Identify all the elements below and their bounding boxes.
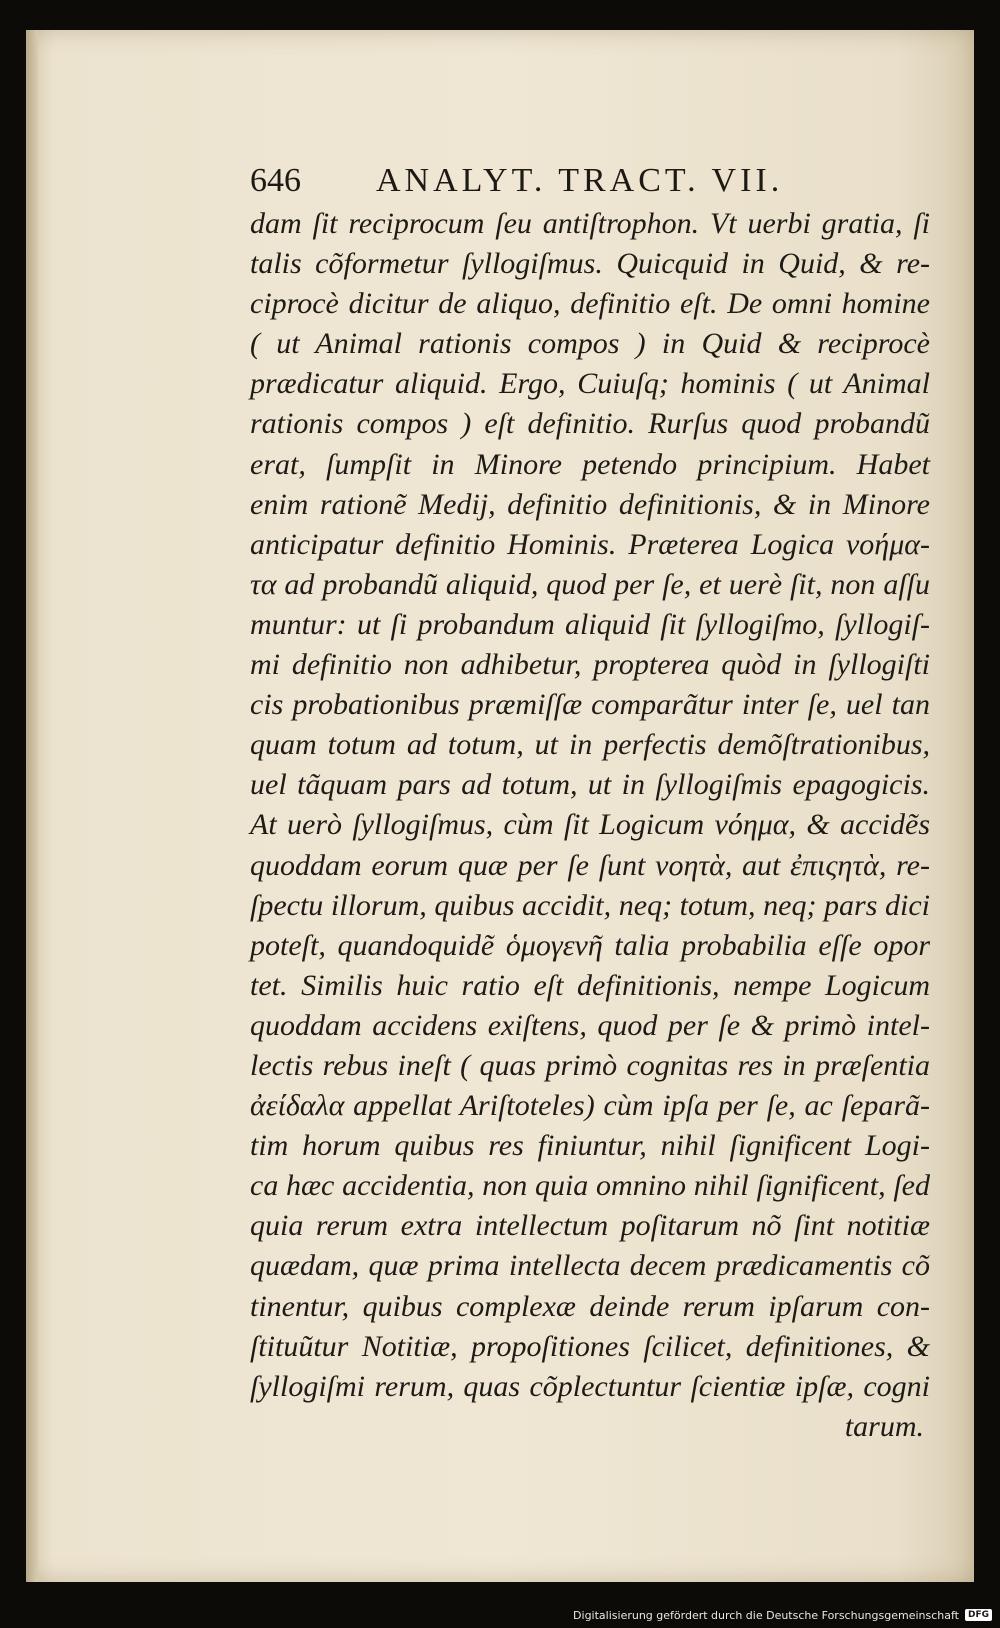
text-line: poteſt, quandoquidẽ ὁμογενῆ talia probabilia eſſe opor	[250, 928, 930, 962]
text-line: rationis compos ) eſt definitio. Rurſus quod probandũ	[250, 407, 930, 441]
text-line: anticipatur definitio Hominis. Præterea Logica νοήμα-	[250, 527, 930, 561]
text-line: mi definitio non adhibetur, propterea quòd in ſyllogiſti	[250, 648, 930, 682]
text-line: quam totum ad totum, ut in perfectis demõſtrationibus,	[250, 728, 930, 762]
text-line: At uerò ſyllogiſmus, cùm ſit Logicum νόημα, & accidẽs	[250, 808, 930, 842]
text-line: erat, ſumpſit in Minore petendo principium. Habet	[250, 447, 930, 481]
text-line: muntur: ut ſi probandum aliquid ſit ſyllogiſmo, ſyllogiſ-	[250, 607, 930, 641]
text-line: lectis rebus ineſt ( quas primò cognitas res in præſentia	[250, 1048, 930, 1082]
page-number: 646	[250, 162, 301, 199]
text-line: quoddam eorum quæ per ſe ſunt νοητὰ, aut ἐπιςητὰ, re-	[250, 848, 930, 882]
text-line: tim horum quibus res finiuntur, nihil ſignificent Logi-	[250, 1129, 930, 1163]
text-line: quædam, quæ prima intellecta decem prædicamentis cõ	[250, 1249, 930, 1283]
text-line: ſpectu illorum, quibus accidit, neq; totum, neq; pars dici	[250, 888, 930, 922]
catchword-line: tarum.	[844, 1409, 924, 1443]
funding-credit: Digitalisierung gefördert durch die Deutsche Forschungsgemeinschaft	[573, 1608, 959, 1622]
text-line: quoddam accidens exiſtens, quod per ſe & primò intel-	[250, 1008, 930, 1042]
text-line: tet. Similis huic ratio eſt definitionis, nempe Logicum	[250, 968, 930, 1002]
text-line: enim rationẽ Medij, definitio definitionis, & in Minore	[250, 487, 930, 521]
text-line: prædicatur aliquid. Ergo, Cuiuſq; hominis ( ut Animal	[250, 367, 930, 401]
body-text	[250, 204, 930, 1447]
page-header	[250, 162, 870, 206]
text-line: ciprocè dicitur de aliquo, definitio eſt. De omni homine	[250, 287, 930, 321]
text-line: ἀείδαλα appellat Ariſtoteles) cùm ipſa per ſe, ac ſeparã-	[250, 1089, 930, 1123]
text-line: ſtituũtur Notitiæ, propoſitiones ſcilicet, definitiones, &	[250, 1329, 930, 1363]
text-line: uel tãquam pars ad totum, ut in ſyllogiſmis epagogicis.	[250, 768, 930, 802]
text-line: ca hæc accidentia, non quia omnino nihil ſignificent, ſed	[250, 1169, 930, 1203]
text-line: ſyllogiſmi rerum, quas cõplectuntur ſcientiæ ipſæ, cogni	[250, 1369, 930, 1403]
text-line: quia rerum extra intellectum poſitarum nõ ſint notitiæ	[250, 1209, 930, 1243]
page-gutter-edge	[26, 30, 38, 1582]
running-title: ANALYT. TRACT. VII.	[376, 162, 784, 199]
text-line: cis probationibus præmiſſæ comparãtur inter ſe, uel tan	[250, 688, 930, 722]
text-line: dam ſit reciprocum ſeu antiſtrophon. Vt uerbi gratia, ſi	[250, 207, 930, 240]
text-line: τα ad probandũ aliquid, quod per ſe, et uerè ſit, non aſſu	[250, 567, 930, 601]
text-line: ( ut Animal rationis compos ) in Quid & reciprocè	[250, 327, 930, 361]
digitization-footer	[573, 1604, 992, 1626]
dfg-logo-icon: DFG	[965, 1609, 992, 1621]
text-line: tinentur, quibus complexæ deinde rerum ipſarum con-	[250, 1289, 930, 1323]
text-line: talis cõformetur ſyllogiſmus. Quicquid in Quid, & re-	[250, 247, 930, 281]
